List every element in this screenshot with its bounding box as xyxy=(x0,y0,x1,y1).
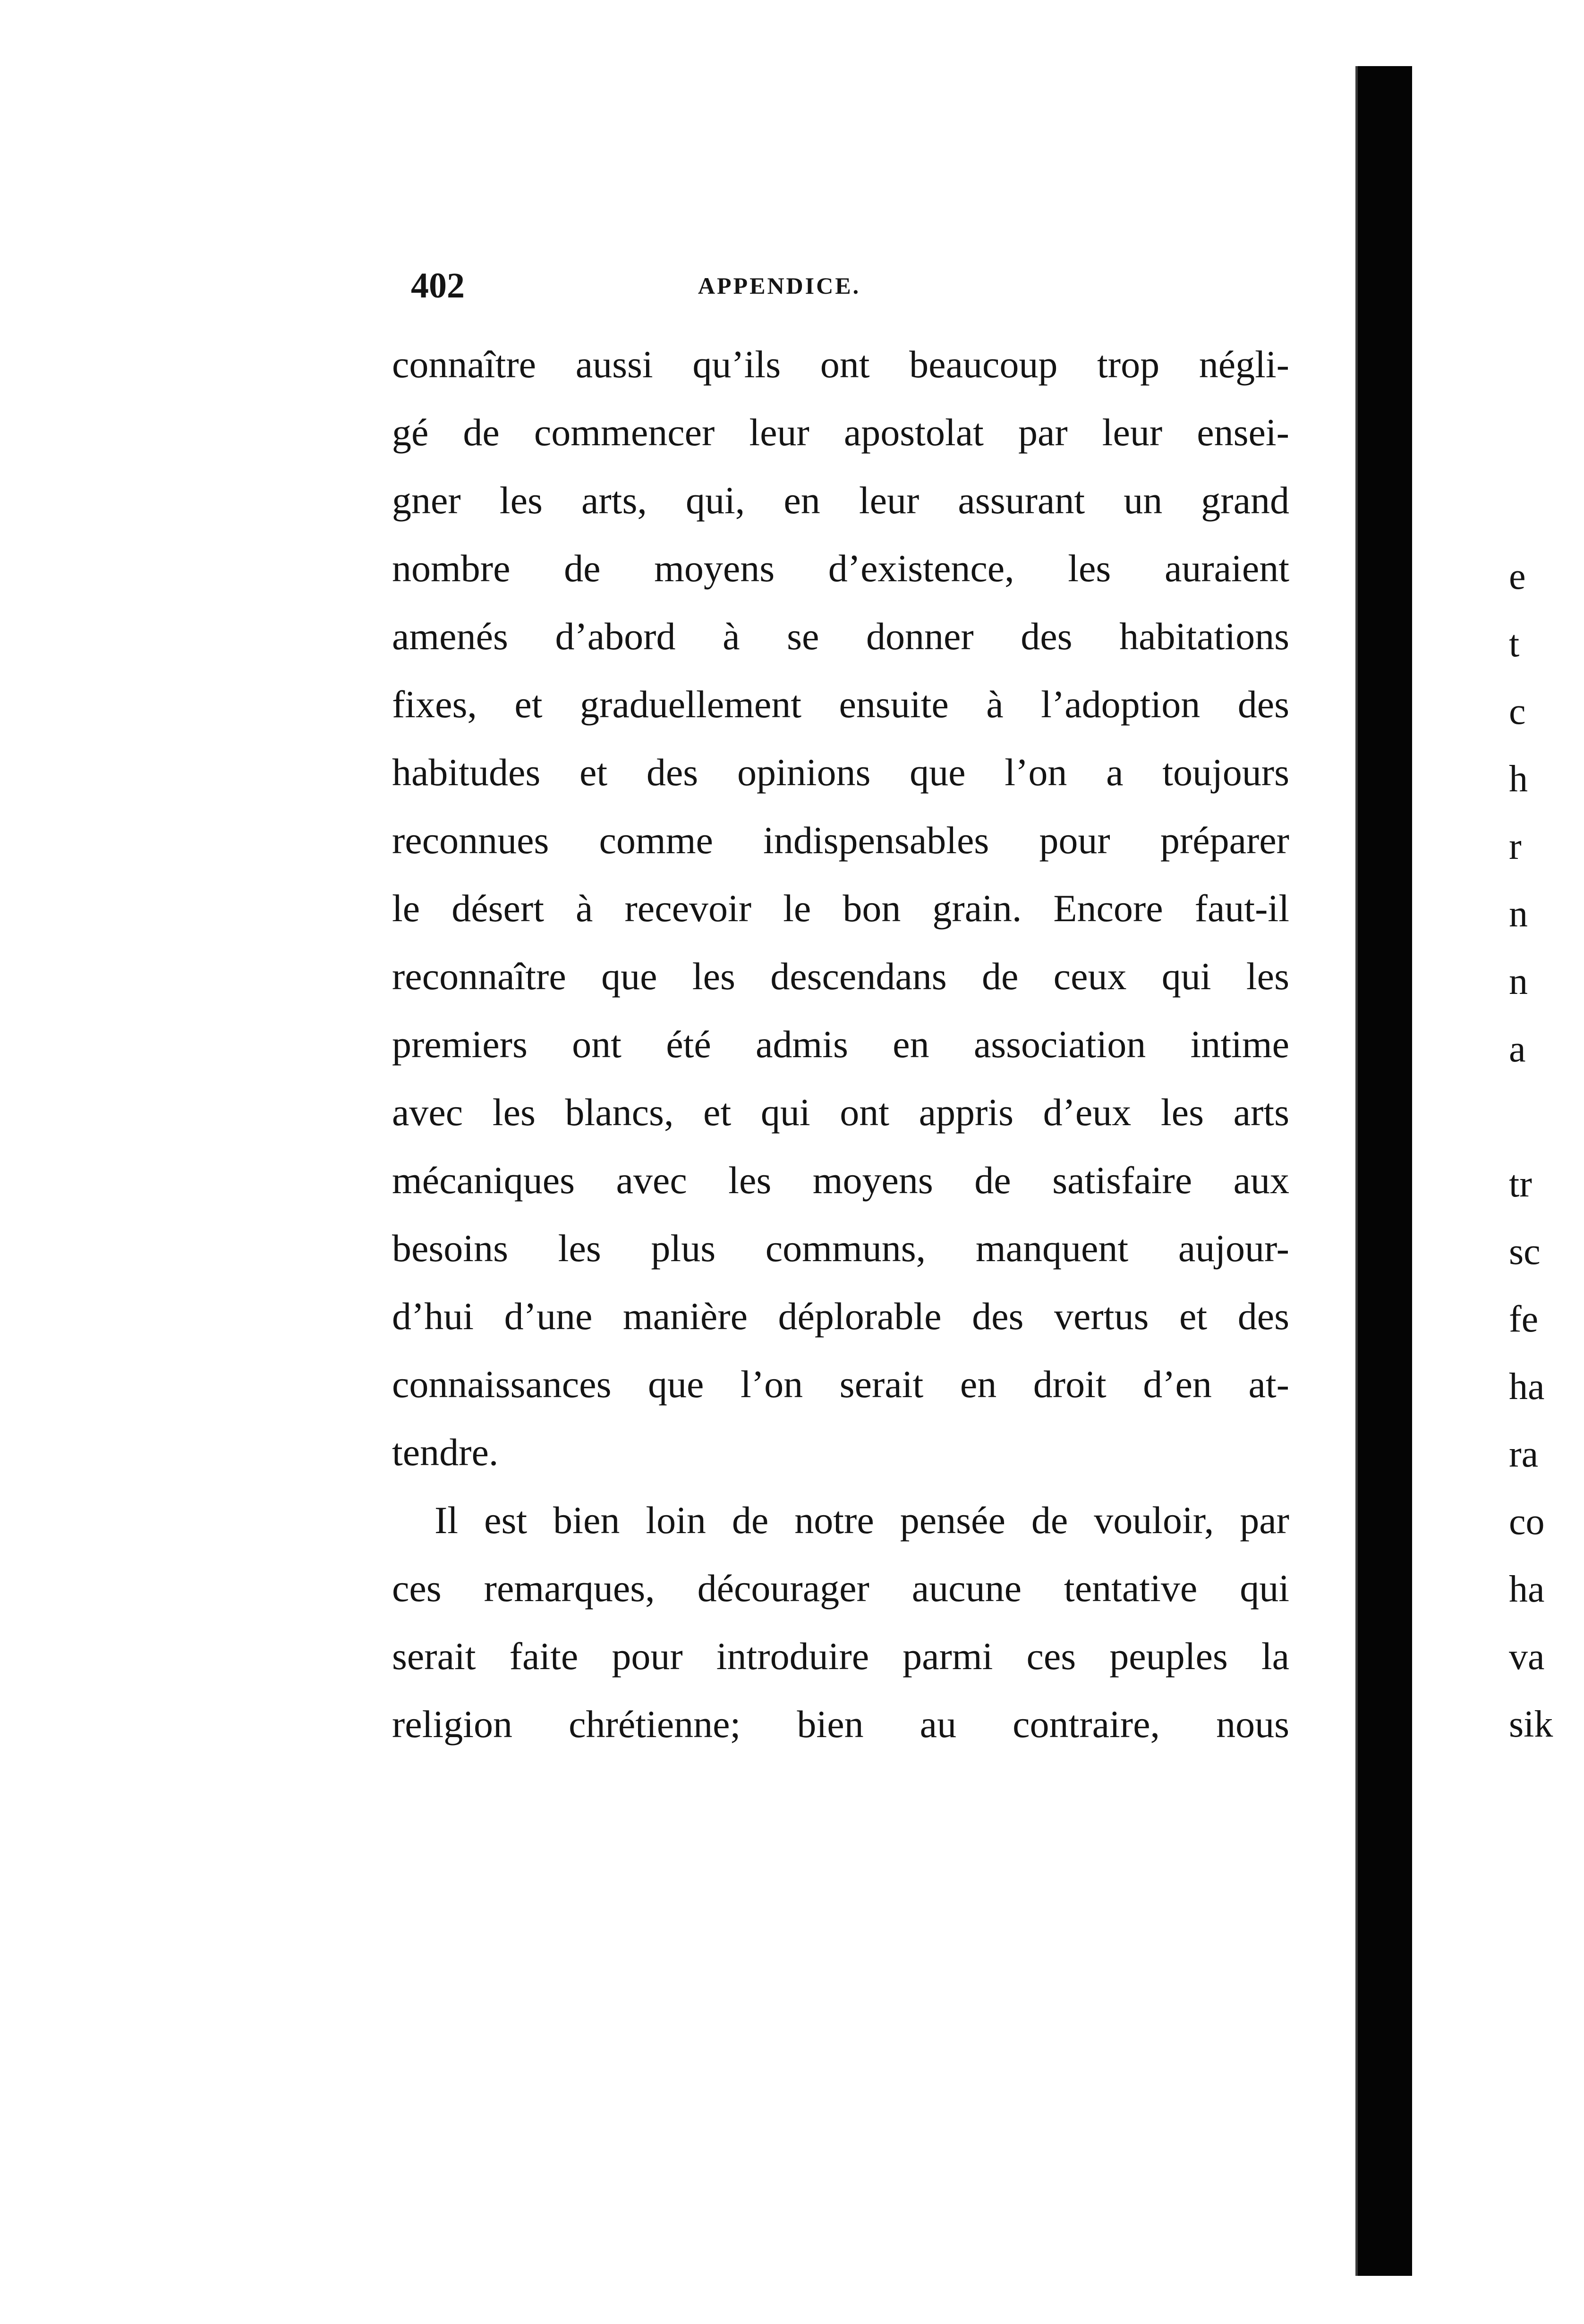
text-line: gner les arts, qui, en leur assurant un grand xyxy=(392,479,1289,522)
paragraph xyxy=(392,331,1289,1486)
text-line: religion chrétienne; bien au contraire, nous xyxy=(392,1703,1289,1746)
text-line: reconnaître que les descendans de ceux qui les xyxy=(392,955,1289,998)
text-line: d’hui d’une manière déplorable des vertus et des xyxy=(392,1295,1289,1338)
page-number: 402 xyxy=(411,266,465,305)
neighbor-fragment: e xyxy=(1509,556,1526,597)
text-line: fixes, et graduellement ensuite à l’adoption des xyxy=(392,683,1289,726)
neighbor-fragment: a xyxy=(1509,1028,1526,1070)
neighbor-fragment: n xyxy=(1509,961,1528,1002)
neighbor-fragment: t xyxy=(1509,623,1520,665)
text-line: Il est bien loin de notre pensée de vouloir, par xyxy=(434,1499,1289,1542)
text-line: reconnues comme indispensables pour préparer xyxy=(392,819,1289,862)
text-line: serait faite pour introduire parmi ces peuples la xyxy=(392,1635,1289,1678)
neighbor-page-fragments xyxy=(1509,543,1584,1758)
scan-gutter-shadow xyxy=(1358,66,1412,2276)
neighbor-fragment: ha xyxy=(1509,1569,1545,1610)
running-head: APPENDICE. xyxy=(698,272,861,299)
text-line: besoins les plus communs, manquent aujour- xyxy=(392,1227,1289,1270)
neighbor-fragment: sik xyxy=(1509,1704,1553,1745)
text-line: connaître aussi qu’ils ont beaucoup trop négli- xyxy=(392,343,1289,386)
text-line: nombre de moyens d’existence, les auraient xyxy=(392,547,1289,590)
text-line: premiers ont été admis en association intime xyxy=(392,1023,1289,1066)
neighbor-fragment: fe xyxy=(1509,1298,1539,1340)
page-header xyxy=(411,257,1100,314)
neighbor-fragment: ha xyxy=(1509,1366,1545,1408)
text-line: habitudes et des opinions que l’on a toujours xyxy=(392,751,1289,794)
body-text xyxy=(392,331,1289,1758)
text-line: gé de commencer leur apostolat par leur ensei- xyxy=(392,411,1289,454)
neighbor-fragment xyxy=(1509,1083,1584,1151)
neighbor-fragment: co xyxy=(1509,1501,1545,1543)
text-line: tendre. xyxy=(392,1431,499,1474)
neighbor-fragment: sc xyxy=(1509,1231,1541,1272)
paragraph xyxy=(392,1486,1289,1758)
text-line: connaissances que l’on serait en droit d’en at- xyxy=(392,1363,1289,1406)
text-line: amenés d’abord à se donner des habitations xyxy=(392,615,1289,658)
text-line: ces remarques, décourager aucune tentative qui xyxy=(392,1567,1289,1610)
neighbor-fragment: va xyxy=(1509,1636,1545,1678)
neighbor-fragment: ra xyxy=(1509,1433,1539,1475)
text-line: mécaniques avec les moyens de satisfaire aux xyxy=(392,1159,1289,1202)
neighbor-fragment: n xyxy=(1509,893,1528,935)
text-line: avec les blancs, et qui ont appris d’eux les arts xyxy=(392,1091,1289,1134)
neighbor-fragment: tr xyxy=(1509,1163,1532,1205)
neighbor-fragment: c xyxy=(1509,691,1526,732)
neighbor-fragment: r xyxy=(1509,826,1522,867)
text-line: le désert à recevoir le bon grain. Encore faut-il xyxy=(392,887,1289,930)
neighbor-fragment: h xyxy=(1509,758,1528,800)
